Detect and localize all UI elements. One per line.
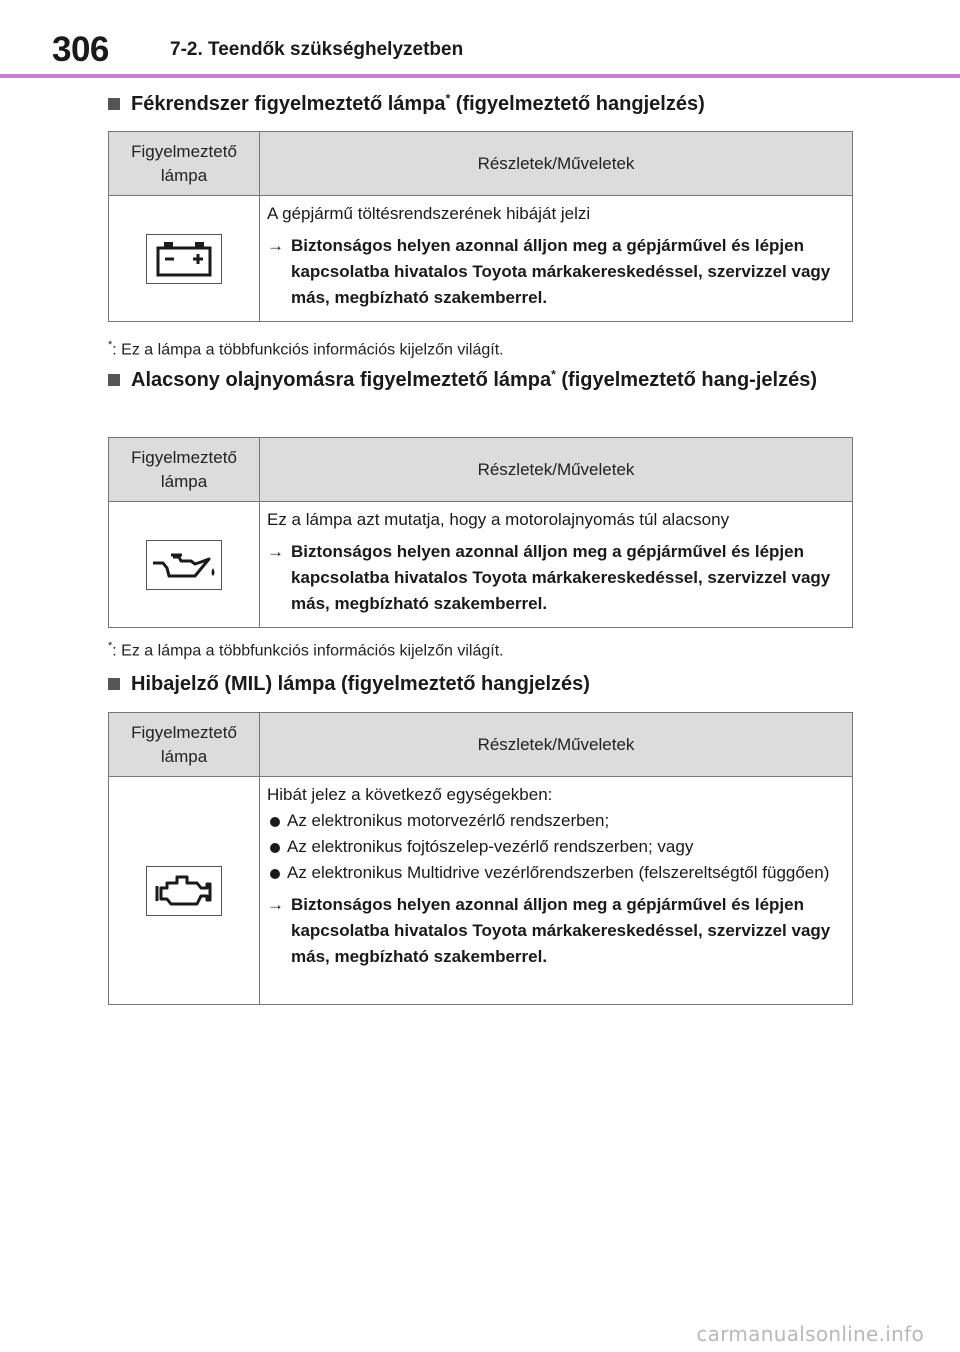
oil-pressure-heading: Alacsony olajnyomásra figyelmeztető lámpa* (figyelmeztető hang-jelzés) [108, 366, 853, 394]
watermark: carmanualsonline.info [696, 1322, 924, 1346]
table-header-lamp: Figyelmeztető lámpa [109, 713, 260, 777]
list-item: Az elektronikus fojtószelep-vezérlő rendszerben; vagy [267, 834, 842, 860]
lamp-description: Ez a lámpa azt mutatja, hogy a motorolajnyomás túl alacsony [267, 510, 730, 529]
lamp-description: A gépjármű töltésrendszerének hibáját jelzi [267, 204, 591, 223]
list-item: Az elektronikus motorvezérlő rendszerben; [267, 808, 842, 834]
header-rule [0, 74, 960, 78]
mil-table [108, 712, 853, 1005]
oil-pressure-table [108, 437, 853, 628]
section-title: 7-2. Teendők szükséghelyzetben [170, 39, 464, 60]
battery-icon [146, 234, 222, 284]
lamp-action: → Biztonságos helyen azonnal álljon meg a gépjárművel és lépjen kapcsolatba hivatalos Toyota márkakereskedéssel, szervizzel vagy más, megbízható szakemberrel. [267, 233, 842, 311]
arrow-icon: → [267, 542, 284, 561]
icon-cell [109, 502, 260, 628]
heading-square-icon [108, 678, 120, 690]
brake-warning-table [108, 131, 853, 322]
table-header-details: Részletek/Műveletek [260, 438, 853, 502]
icon-cell [109, 777, 260, 1005]
mil-heading: Hibajelző (MIL) lámpa (figyelmeztető hangjelzés) [108, 670, 853, 698]
details-cell [260, 777, 853, 1005]
lamp-action: → Biztonságos helyen azonnal álljon meg a gépjárművel és lépjen kapcsolatba hivatalos Toyota márkakereskedéssel, szervizzel vagy más, megbízható szakemberrel. [267, 539, 842, 617]
engine-icon [146, 866, 222, 916]
heading-square-icon [108, 374, 120, 386]
table-header-details: Részletek/Műveletek [260, 132, 853, 196]
table-header-lamp: Figyelmeztető lámpa [109, 438, 260, 502]
arrow-icon: → [267, 895, 284, 914]
lamp-description: Hibát jelez a következő egységekben: [267, 785, 553, 804]
list-item: Az elektronikus Multidrive vezérlőrendszerben (felszereltségtől függően) [267, 860, 842, 886]
brake-warning-heading: Fékrendszer figyelmeztető lámpa* (figyelmeztető hangjelzés) [108, 90, 853, 118]
heading-square-icon [108, 98, 120, 110]
details-cell [260, 502, 853, 628]
page-number: 306 [52, 30, 109, 69]
footnote: *: Ez a lámpa a többfunkciós információs kijelzőn világít. [108, 339, 504, 359]
footnote: *: Ez a lámpa a többfunkciós információs kijelzőn világít. [108, 640, 504, 660]
details-cell [260, 196, 853, 322]
arrow-icon: → [267, 236, 284, 255]
lamp-action: → Biztonságos helyen azonnal álljon meg a gépjárművel és lépjen kapcsolatba hivatalos Toyota márkakereskedéssel, szervizzel vagy más, megbízható szakemberrel. [267, 892, 842, 970]
table-header-lamp: Figyelmeztető lámpa [109, 132, 260, 196]
oil-can-icon [146, 540, 222, 590]
page-header [0, 0, 960, 78]
table-header-details: Részletek/Műveletek [260, 713, 853, 777]
icon-cell [109, 196, 260, 322]
